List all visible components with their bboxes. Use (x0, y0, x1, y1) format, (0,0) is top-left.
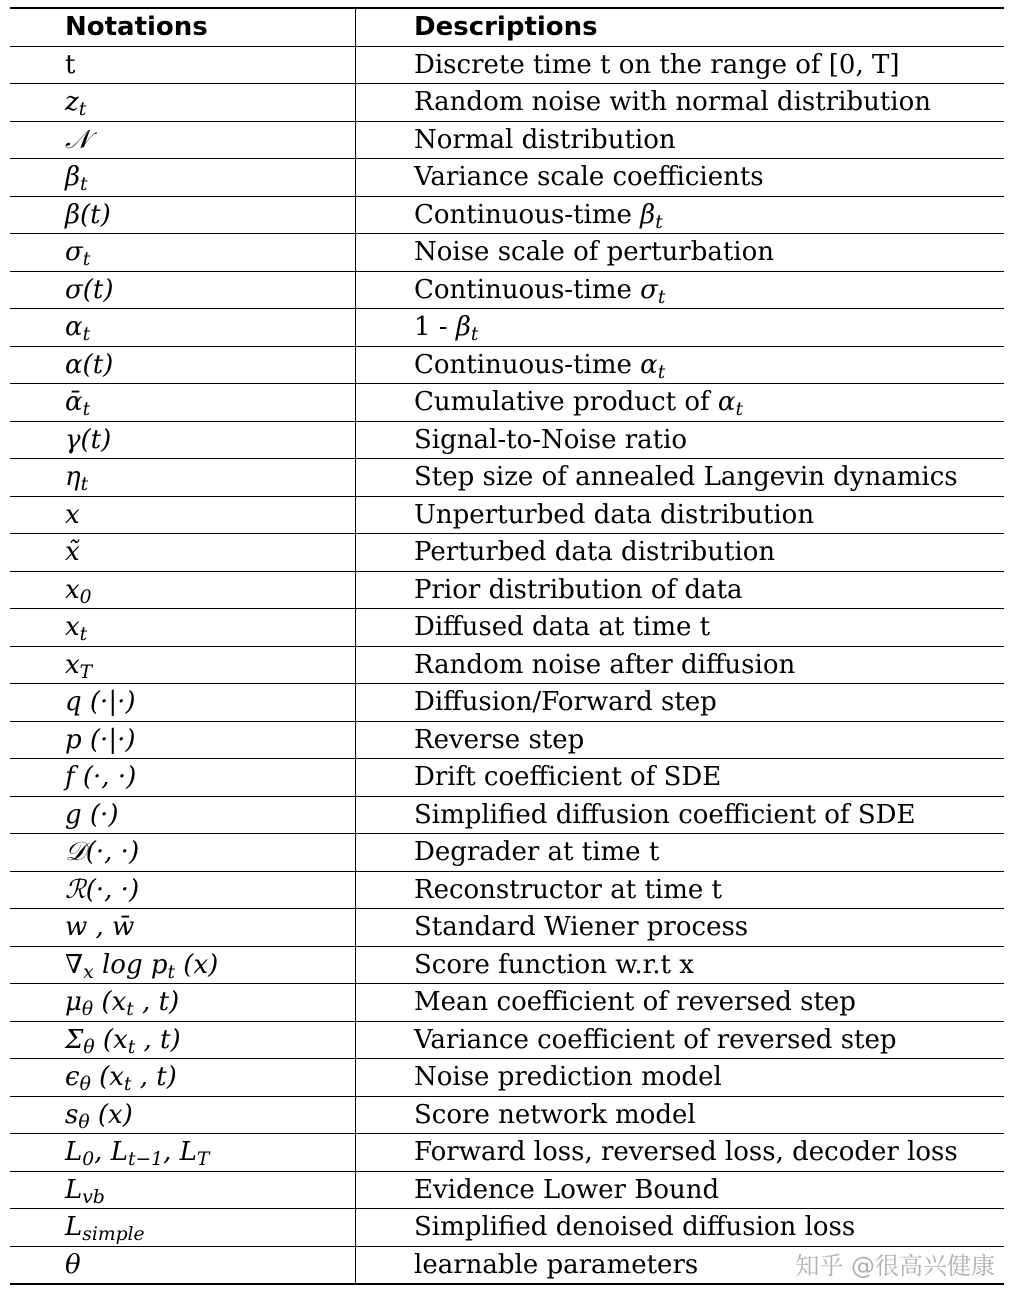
notation-subscript: t (80, 474, 89, 496)
description-text: Score network model (414, 1099, 696, 1130)
notation-cell (10, 234, 356, 272)
notation-tail-subscript: t (167, 961, 176, 983)
table-row (10, 1171, 1004, 1209)
description-text: Mean coefficient of reversed step (414, 987, 856, 1018)
description-subscript: t (657, 286, 666, 308)
description-text: Perturbed data distribution (414, 537, 776, 568)
table-row (10, 309, 1004, 347)
description-cell (356, 421, 1005, 459)
notation-tail: , L (163, 1137, 197, 1168)
description-text: Simplified diffusion coefficient of SDE (414, 799, 916, 830)
description-cell (356, 721, 1005, 759)
notation-tail: (x) (175, 949, 219, 980)
description-text: Continuous-time (414, 349, 641, 380)
notation-cell (10, 946, 356, 984)
description-cell (356, 571, 1005, 609)
table-row (10, 421, 1004, 459)
description-text: Random noise after diffusion (414, 649, 796, 680)
description-text: Degrader at time t (414, 837, 660, 868)
notation-cell (10, 721, 356, 759)
header-notations: Notations (10, 8, 356, 46)
description-cell (356, 1096, 1005, 1134)
table-row (10, 946, 1004, 984)
notation-symbol: 𝒟(·, ·) (65, 837, 140, 868)
notation-subscript: simple (82, 1224, 145, 1246)
table-row (10, 84, 1004, 122)
notation-cell (10, 534, 356, 572)
table-row (10, 1209, 1004, 1247)
notation-symbol: α(t) (65, 349, 114, 380)
notation-symbol: η (65, 462, 81, 493)
table-row (10, 984, 1004, 1022)
notation-symbol: σ(t) (65, 274, 114, 305)
description-text: Normal distribution (414, 124, 676, 155)
table-row (10, 684, 1004, 722)
notation-symbol: Σ (65, 1024, 84, 1055)
description-cell (356, 384, 1005, 422)
notation-symbol: L (65, 1137, 83, 1168)
notation-symbol: w , w̄ (65, 912, 135, 943)
notation-tail: log p (93, 949, 168, 980)
description-cell (356, 609, 1005, 647)
description-cell (356, 909, 1005, 947)
table-row (10, 1059, 1004, 1097)
notation-symbol: q (·|·) (65, 687, 136, 718)
notation-tail-subscript: t (123, 1074, 132, 1096)
notation-symbol: f (·, ·) (65, 762, 137, 793)
notation-cell (10, 159, 356, 197)
table-row (10, 571, 1004, 609)
description-text: Variance coefficient of reversed step (414, 1024, 897, 1055)
notation-symbol: L (65, 1212, 83, 1243)
table-row (10, 46, 1004, 84)
table-row (10, 271, 1004, 309)
notation-subscript: x (83, 961, 94, 983)
description-text: Drift coefficient of SDE (414, 762, 722, 793)
notation-cell (10, 459, 356, 497)
description-symbol: β (455, 312, 471, 343)
notation-subscript: 0 (79, 586, 92, 608)
description-text: Simplified denoised diffusion loss (414, 1212, 856, 1243)
notation-symbol: μ (65, 987, 82, 1018)
description-text: Reconstructor at time t (414, 874, 722, 905)
description-cell (356, 84, 1005, 122)
description-symbol: σ (640, 274, 658, 305)
table-row (10, 646, 1004, 684)
notation-symbol: z (65, 87, 79, 118)
notation-tail: (x (90, 1062, 124, 1093)
notation-cell (10, 384, 356, 422)
notation-symbol: x (65, 499, 80, 530)
table-row (10, 534, 1004, 572)
description-subscript: t (657, 361, 666, 383)
description-text: Forward loss, reversed loss, decoder loss (414, 1137, 958, 1168)
table-row (10, 871, 1004, 909)
notation-subscript: θ (78, 1111, 90, 1133)
table-row (10, 159, 1004, 197)
notation-tail: , t) (135, 1024, 181, 1055)
description-text: Evidence Lower Bound (414, 1174, 720, 1205)
description-cell (356, 1021, 1005, 1059)
table-row (10, 834, 1004, 872)
notation-symbol: ∇ (65, 949, 84, 980)
notation-cell (10, 1021, 356, 1059)
notation-cell (10, 271, 356, 309)
notation-symbol: p (·|·) (65, 724, 136, 755)
notation-cell (10, 46, 356, 84)
notation-tail-subscript: T (196, 1149, 210, 1171)
description-text: Reverse step (414, 724, 585, 755)
notation-subscript: t (82, 324, 91, 346)
notation-subscript: t (79, 624, 88, 646)
description-text: Noise scale of perturbation (414, 237, 775, 268)
notation-cell (10, 571, 356, 609)
description-cell (356, 271, 1005, 309)
description-cell (356, 346, 1005, 384)
description-subscript: t (735, 399, 743, 421)
header-descriptions: Descriptions (356, 8, 1005, 46)
notation-symbol: γ(t) (65, 424, 112, 455)
description-cell (356, 1134, 1005, 1172)
notation-cell (10, 1246, 356, 1284)
notation-cell (10, 684, 356, 722)
description-symbol: β (640, 199, 656, 230)
notation-symbol: β (65, 162, 81, 193)
description-cell (356, 1171, 1005, 1209)
notation-cell (10, 646, 356, 684)
notation-tail: , L (94, 1137, 128, 1168)
notation-subscript: vb (82, 1186, 105, 1208)
description-cell (356, 534, 1005, 572)
notation-symbol: α (65, 312, 83, 343)
description-subscript: t (470, 324, 479, 346)
notation-cell (10, 834, 356, 872)
description-cell (356, 646, 1005, 684)
notation-tail: , t) (131, 1062, 177, 1093)
table-row (10, 196, 1004, 234)
table-row (10, 1021, 1004, 1059)
description-cell (356, 234, 1005, 272)
header-row (10, 8, 1004, 46)
table-row (10, 234, 1004, 272)
description-text: Continuous-time (414, 274, 641, 305)
notation-symbol: g (·) (65, 799, 119, 830)
notation-subscript: T (79, 661, 93, 683)
notation-subscript: t (82, 249, 91, 271)
description-text: Diffused data at time t (414, 612, 711, 643)
notation-symbol: β(t) (65, 199, 111, 230)
description-text: Continuous-time (414, 199, 641, 230)
notation-cell (10, 909, 356, 947)
notation-cell (10, 84, 356, 122)
description-cell (356, 121, 1005, 159)
description-cell (356, 309, 1005, 347)
description-text: Signal-to-Noise ratio (414, 424, 688, 455)
notation-symbol: 𝒩 (65, 124, 90, 155)
notation-tail: , t) (133, 987, 180, 1018)
description-text: Discrete time t on the range of [0, T] (414, 49, 900, 80)
table-row (10, 121, 1004, 159)
notation-tail: (x) (89, 1099, 133, 1130)
notation-symbol: θ (65, 1249, 81, 1280)
notation-symbol: x (65, 649, 80, 680)
description-cell (356, 1209, 1005, 1247)
notation-cell (10, 1171, 356, 1209)
notation-symbol: x (65, 612, 80, 643)
notation-subscript: t (82, 399, 91, 421)
description-symbol: α (640, 349, 658, 380)
description-text: Variance scale coefficients (414, 162, 764, 193)
description-cell (356, 796, 1005, 834)
notation-cell (10, 346, 356, 384)
notation-subscript: θ (79, 1074, 91, 1096)
notation-cell (10, 309, 356, 347)
notation-symbol: ᾱ (65, 387, 83, 418)
notation-cell (10, 1059, 356, 1097)
description-text: Random noise with normal distribution (414, 87, 931, 118)
notation-tail: (x (93, 987, 127, 1018)
notation-cell (10, 496, 356, 534)
notation-tail-subscript: t (126, 999, 134, 1021)
notation-symbol: s (65, 1099, 79, 1130)
table-row (10, 1134, 1004, 1172)
description-text: Unperturbed data distribution (414, 499, 815, 530)
table-row (10, 384, 1004, 422)
notation-cell (10, 871, 356, 909)
notation-subscript: t (80, 174, 88, 196)
description-text: Diffusion/Forward step (414, 687, 717, 718)
notation-cell (10, 759, 356, 797)
table-row (10, 796, 1004, 834)
description-cell (356, 459, 1005, 497)
watermark: 知乎 @很高兴健康 (795, 1252, 995, 1280)
description-cell (356, 684, 1005, 722)
notation-symbol: ϵ (65, 1062, 80, 1093)
notation-subscript: θ (83, 1036, 95, 1058)
description-cell (356, 496, 1005, 534)
notation-symbol: L (65, 1174, 83, 1205)
notation-tail-subscript: t (127, 1036, 136, 1058)
table-row (10, 759, 1004, 797)
notation-subscript: θ (81, 999, 94, 1021)
description-cell (356, 159, 1005, 197)
description-cell (356, 196, 1005, 234)
notation-cell (10, 984, 356, 1022)
description-text: learnable parameters (414, 1249, 699, 1280)
table-row (10, 609, 1004, 647)
description-text: Cumulative product of (414, 387, 718, 418)
description-cell (356, 1059, 1005, 1097)
table-row (10, 1096, 1004, 1134)
notation-symbol: ℛ(·, ·) (65, 874, 140, 905)
description-cell (356, 871, 1005, 909)
description-text: 1 - (414, 312, 456, 343)
description-cell (356, 46, 1005, 84)
notation-cell (10, 121, 356, 159)
table-row (10, 496, 1004, 534)
table-row (10, 346, 1004, 384)
description-text: Prior distribution of data (414, 574, 743, 605)
description-text: Score function w.r.t x (414, 949, 694, 980)
description-cell (356, 834, 1005, 872)
description-text: Standard Wiener process (414, 912, 749, 943)
table-row (10, 909, 1004, 947)
notation-subscript: 0 (82, 1149, 95, 1171)
notation-cell (10, 196, 356, 234)
description-cell (356, 946, 1005, 984)
notation-subscript: t (78, 99, 87, 121)
notation-tail: (x (94, 1024, 128, 1055)
description-subscript: t (655, 211, 663, 233)
notation-symbol: t (65, 49, 76, 80)
notation-cell (10, 1134, 356, 1172)
notation-symbol: σ (65, 237, 83, 268)
description-text: Noise prediction model (414, 1062, 722, 1093)
notation-symbol: x (65, 574, 80, 605)
description-cell (356, 984, 1005, 1022)
notation-symbol: x̃ (65, 537, 80, 568)
notation-cell (10, 1209, 356, 1247)
notation-cell (10, 796, 356, 834)
description-symbol: α (717, 387, 736, 418)
notation-cell (10, 1096, 356, 1134)
description-cell (356, 759, 1005, 797)
notation-table (10, 7, 1004, 1285)
table-row (10, 459, 1004, 497)
description-text: Step size of annealed Langevin dynamics (414, 462, 958, 493)
notation-cell (10, 421, 356, 459)
table-row (10, 721, 1004, 759)
notation-tail-subscript: t−1 (127, 1149, 164, 1171)
notation-cell (10, 609, 356, 647)
